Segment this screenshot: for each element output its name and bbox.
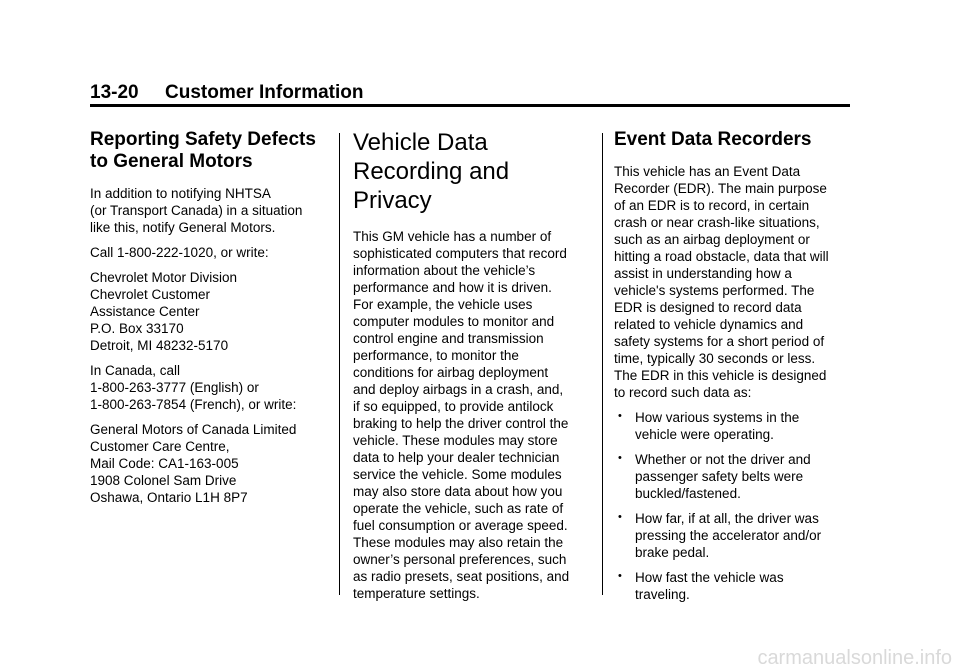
list-item: • How fast the vehicle was traveling. (618, 570, 784, 602)
list-item: • Whether or not the driver and passenger safety belts were buckled/fastened. (618, 452, 811, 501)
section-title: Customer Information (165, 82, 364, 103)
paragraph-edr: This vehicle has an Event Data Recorder (EDR). The main purpose of an EDR is to record, in certain crash or near crash-like situations, such as an airbag deployment or hitting a road obstacle, data that will assist in understanding how a vehicle's systems performed. The EDR is designed to record data related to vehicle dynamics and safety systems for a short period of time, typically 30 seconds or less. The EDR in this vehicle is designed to record such data as: (614, 164, 829, 400)
page-header (90, 82, 363, 104)
paragraph-canada-call: In Canada, call 1-800-263-3777 (English) or 1-800-263-7854 (French), or write: (90, 363, 297, 412)
list-item: • How far, if at all, the driver was pressing the accelerator and/or brake pedal. (618, 511, 822, 560)
heading-event-data-recorders: Event Data Recorders (614, 129, 812, 150)
bullet-icon: • (618, 511, 622, 523)
column-event-data-recorders (614, 124, 852, 611)
header-rule (90, 104, 850, 107)
bullet-icon: • (618, 570, 622, 582)
column-reporting-safety-defects (90, 124, 326, 514)
column-divider-1 (339, 133, 340, 595)
watermark: carmanualsonline.info (757, 647, 952, 669)
bullet-icon: • (618, 410, 622, 422)
list-item: • How various systems in the vehicle were operating. (618, 410, 800, 442)
edr-bullet-list (614, 409, 852, 603)
address-us: Chevrolet Motor Division Chevrolet Customer Assistance Center P.O. Box 33170 Detroit, MI 48232-5170 (90, 270, 238, 353)
heading-reporting-safety-defects: Reporting Safety Defects to General Motors (90, 129, 316, 172)
paragraph-vehicle-data: This GM vehicle has a number of sophisticated computers that record information about the vehicle’s performance and how it is driven. For example, the vehicle uses computer modules to monitor and control engine and transmission performance, to monitor the conditions for airbag deployment and deploy airbags in a crash, and, if so equipped, to provide antilock braking to help the driver control the vehicle. These modules may store data to help your dealer technician service the vehicle. Some modules may also store data about how you operate the vehicle, such as rate of fuel consumption or average speed. These modules may also retain the owner’s personal preferences, such as radio presets, seat positions, and temperature settings. (353, 229, 570, 601)
page-number: 13-20 (90, 82, 139, 103)
bullet-icon: • (618, 452, 622, 464)
paragraph-notify: In addition to notifying NHTSA (or Transport Canada) in a situation like this, notify General Motors. (90, 186, 303, 235)
address-canada: General Motors of Canada Limited Customer Care Centre, Mail Code: CA1-163-005 1908 Colonel Sam Drive Oshawa, Ontario L1H 8P7 (90, 422, 297, 505)
heading-vehicle-data-recording: Vehicle Data Recording and Privacy (353, 129, 510, 214)
paragraph-call: Call 1-800-222-1020, or write: (90, 245, 269, 260)
column-vehicle-data-recording (353, 124, 591, 610)
column-divider-2 (602, 133, 603, 595)
